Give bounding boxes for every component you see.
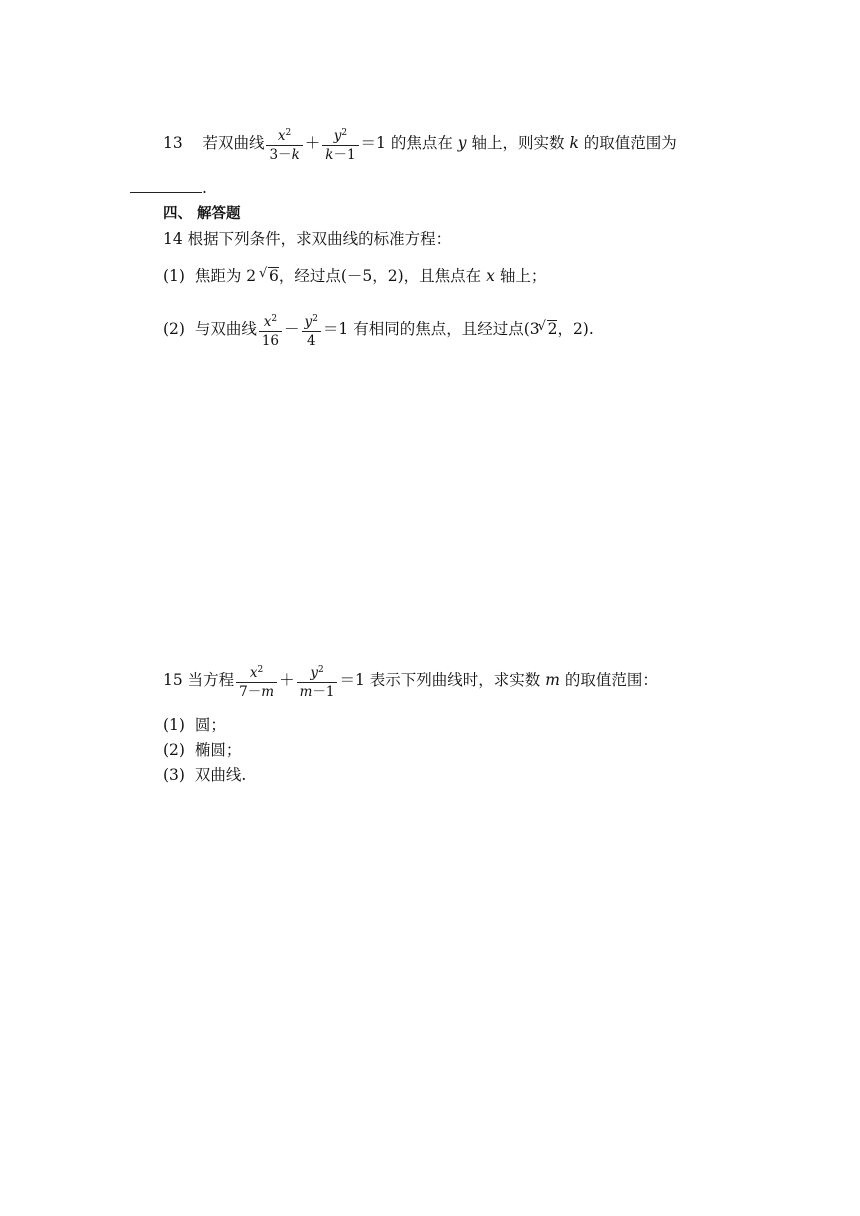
- math-text: 7－: [239, 684, 262, 700]
- math-text: －1: [312, 684, 335, 700]
- math-text: 3－: [269, 147, 292, 163]
- question-text: 与双曲线: [194, 320, 257, 338]
- math-operator: ＋: [279, 671, 295, 689]
- math-var: m: [261, 684, 275, 700]
- math-text: 4: [306, 333, 316, 349]
- math-text: －1: [333, 147, 356, 163]
- part-text: 双曲线.: [194, 766, 247, 784]
- question-14-intro: 14 根据下列条件，求双曲线的标准方程：: [163, 230, 452, 248]
- question-text: ＝1 的焦点在: [360, 134, 453, 152]
- fraction: [259, 310, 282, 350]
- exponent: 2: [271, 314, 278, 324]
- math-var: k: [291, 147, 300, 163]
- question-14-part-2: [163, 310, 594, 350]
- exponent: 2: [285, 128, 292, 138]
- math-var: y: [304, 314, 313, 330]
- math-var: x: [486, 267, 495, 285]
- sqrt-expression: √ 2: [547, 320, 558, 337]
- math-text: 16: [261, 333, 280, 349]
- math-var: y: [457, 134, 467, 152]
- question-text: ，2).: [557, 320, 594, 338]
- math-var: x: [249, 665, 258, 681]
- question-text: 轴上，则实数: [471, 134, 565, 152]
- question-15-part-1: [163, 715, 226, 735]
- math-var: x: [277, 128, 286, 144]
- period: .: [202, 179, 207, 197]
- fraction: [236, 661, 277, 701]
- question-text: ＝1 表示下列曲线时，求实数: [339, 671, 541, 689]
- math-operator: ＋: [304, 134, 321, 152]
- question-15-part-3: [163, 765, 246, 785]
- section-heading: 四、 解答题: [163, 206, 241, 222]
- math-var: y: [310, 665, 318, 681]
- sqrt-expression: √ 6: [268, 267, 279, 284]
- part-label: (2): [163, 320, 185, 338]
- math-var: y: [333, 128, 342, 144]
- question-15: [163, 661, 658, 701]
- question-13: [163, 124, 677, 164]
- math-var: k: [325, 147, 334, 163]
- question-text: ＝1 有相同的焦点，且经过点(3: [322, 320, 540, 338]
- question-text: 若双曲线: [202, 134, 265, 152]
- part-text: 椭圆；: [194, 741, 242, 759]
- exponent: 2: [312, 314, 318, 324]
- question-text: 焦距为 2: [194, 267, 257, 285]
- question-15-part-2: [163, 740, 241, 760]
- fraction: [302, 310, 321, 350]
- question-text: 的取值范围为: [583, 134, 677, 152]
- math-var: m: [545, 671, 560, 689]
- fraction: [266, 124, 302, 164]
- exponent: 2: [317, 665, 324, 675]
- fraction: [322, 124, 358, 164]
- fraction: [297, 661, 338, 701]
- question-number: 13: [163, 134, 183, 152]
- part-label: (3): [163, 766, 185, 784]
- math-var: m: [299, 684, 313, 700]
- question-text: 的取值范围：: [564, 671, 658, 689]
- math-var: x: [263, 314, 272, 330]
- question-text: 轴上；: [499, 267, 547, 285]
- exponent: 2: [257, 665, 264, 675]
- part-text: 圆；: [194, 716, 226, 734]
- part-label: (2): [163, 741, 185, 759]
- question-text: 15 当方程: [163, 671, 235, 689]
- question-text: ，经过点(－5，2)，且焦点在: [278, 267, 482, 285]
- math-operator: －: [284, 320, 300, 338]
- question-14-part-1: [163, 266, 546, 286]
- part-label: (1): [163, 716, 185, 734]
- answer-blank[interactable]: [130, 178, 202, 193]
- exponent: 2: [341, 128, 348, 138]
- part-label: (1): [163, 267, 185, 285]
- math-var: k: [569, 134, 579, 152]
- answer-blank-line: [130, 178, 207, 198]
